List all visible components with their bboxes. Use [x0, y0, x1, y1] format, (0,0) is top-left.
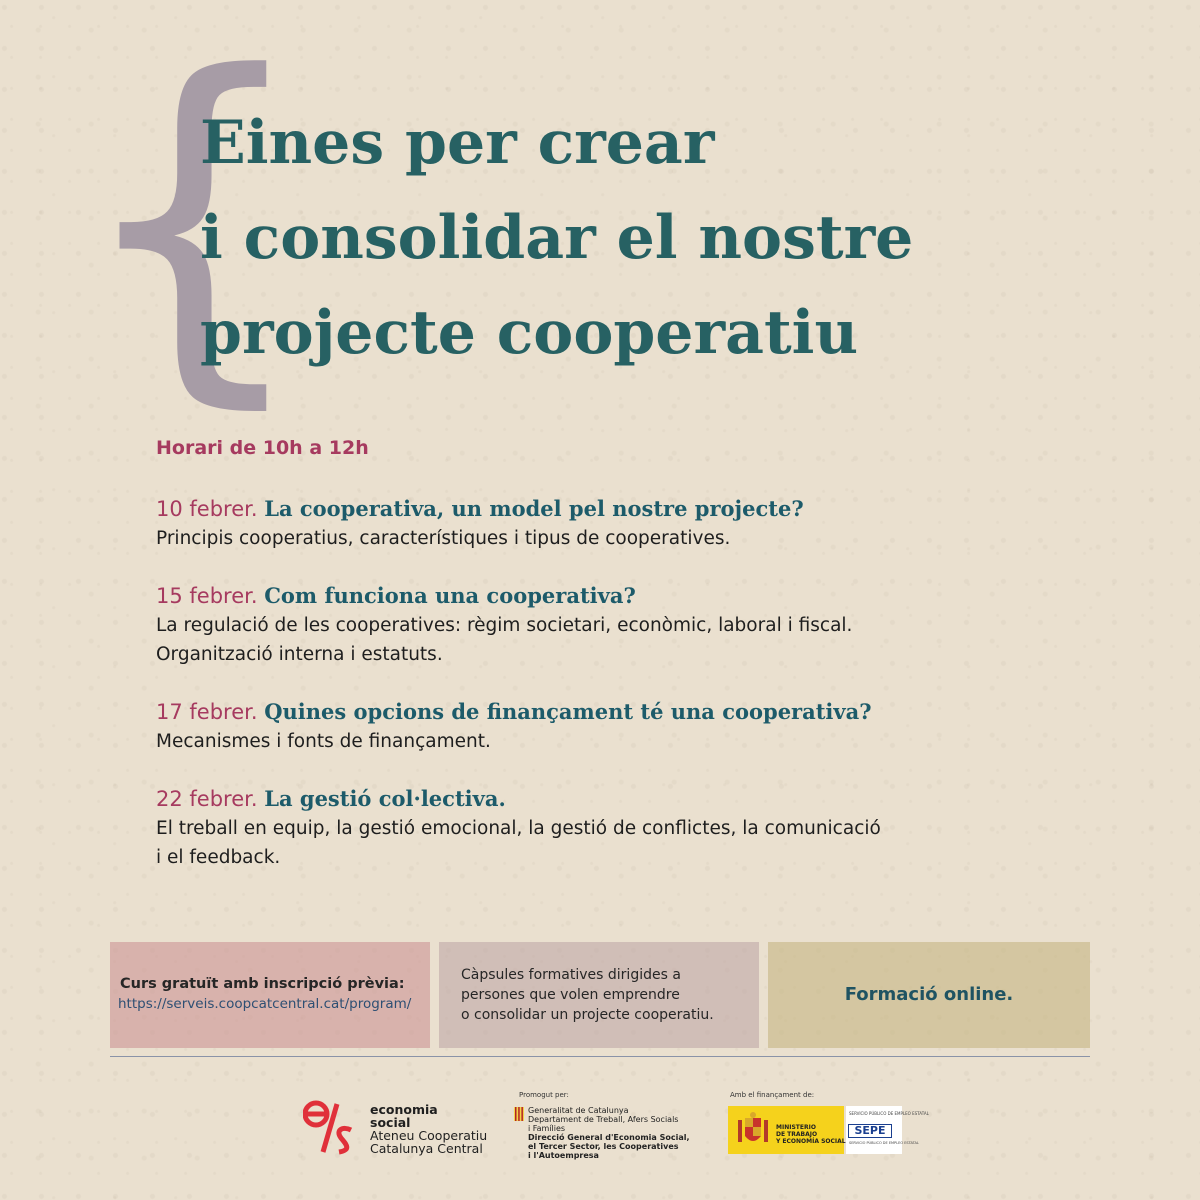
capsules-box: [439, 942, 759, 1048]
generalitat-line: el Tercer Sector, les Cooperatives: [528, 1142, 679, 1151]
capsules-line: Càpsules formatives dirigides a: [461, 967, 681, 983]
footer-divider: [110, 1056, 1090, 1057]
format-label: Formació online.: [844, 984, 1014, 1005]
decorative-brace: {: [72, 0, 314, 439]
session-date: 10 febrer.: [156, 497, 258, 521]
sepe-logo: SEPE: [848, 1124, 892, 1138]
inscription-label: Curs gratuït amb inscripció prèvia:: [120, 976, 405, 992]
capsules-line: persones que volen emprendre: [461, 987, 680, 1003]
page-title: [200, 96, 1160, 381]
ministerio-line: Y ECONOMÍA SOCIAL: [776, 1138, 846, 1145]
session-description: Organització interna i estatuts.: [156, 644, 443, 665]
inscription-box: [110, 942, 430, 1048]
title-line-3: projecte cooperatiu: [200, 298, 859, 368]
generalitat-emblem-icon: [514, 1107, 524, 1121]
ministerio-text: [776, 1124, 846, 1145]
generalitat-line: Generalitat de Catalunya: [528, 1106, 629, 1115]
schedule-hours: Horari de 10h a 12h: [156, 437, 369, 459]
ministerio-line: DE TRABAJO: [776, 1131, 818, 1138]
economia-social-logo-text: [370, 1103, 487, 1155]
sepe-sub-text: SERVICIO PÚBLICO DE EMPLEO ESTATAL: [849, 1141, 919, 1145]
generalitat-line: Direcció General d'Economia Social,: [528, 1133, 690, 1142]
title-line-1: Eines per crear: [200, 108, 715, 178]
session-item: [156, 697, 1156, 756]
title-line-2: i consolidar el nostre: [200, 203, 914, 273]
generalitat-line: i l'Autoempresa: [528, 1151, 599, 1160]
session-title: La gestió col·lectiva.: [264, 786, 506, 811]
session-list: [156, 494, 1156, 900]
session-item: [156, 494, 1156, 553]
promogut-label: Promogut per:: [519, 1091, 569, 1099]
session-title: Com funciona una cooperativa?: [264, 583, 636, 608]
ministerio-line: MINISTERIO: [776, 1124, 816, 1131]
capsules-line: o consolidar un projecte cooperatiu.: [461, 1007, 714, 1023]
generalitat-line: Departament de Treball, Afers Socials: [528, 1115, 679, 1124]
inscription-link[interactable]: https://serveis.coopcatcentral.cat/program/: [118, 996, 412, 1012]
generalitat-text: [528, 1106, 690, 1160]
session-title: La cooperativa, un model pel nostre projecte?: [264, 496, 804, 521]
session-description: El treball en equip, la gestió emocional, la gestió de conflictes, la comunicació: [156, 818, 881, 839]
session-date: 22 febrer.: [156, 787, 258, 811]
session-date: 17 febrer.: [156, 700, 258, 724]
logo-line: Ateneu Cooperatiu: [370, 1128, 488, 1143]
session-description: Principis cooperatius, característiques i tipus de cooperatives.: [156, 528, 731, 549]
session-title: Quines opcions de finançament té una cooperativa?: [264, 699, 872, 724]
logo-line: Catalunya Central: [370, 1141, 483, 1156]
logo-line: economia: [370, 1102, 438, 1117]
session-date: 15 febrer.: [156, 584, 258, 608]
session-item: [156, 784, 1156, 872]
session-item: [156, 581, 1156, 669]
financament-label: Amb el finançament de:: [730, 1091, 815, 1099]
sepe-small-text: SERVICIO PÚBLICO DE EMPLEO ESTATAL: [849, 1111, 929, 1116]
session-description: Mecanismes i fonts de finançament.: [156, 731, 491, 752]
generalitat-line: i Famílies: [528, 1124, 566, 1133]
session-description: i el feedback.: [156, 847, 281, 868]
economia-social-logo-icon: [303, 1100, 355, 1156]
session-description: La regulació de les cooperatives: règim societari, econòmic, laboral i fiscal.: [156, 615, 853, 636]
spain-coat-of-arms-icon: [736, 1112, 770, 1148]
format-box: [768, 942, 1090, 1048]
logo-line: social: [370, 1115, 411, 1130]
